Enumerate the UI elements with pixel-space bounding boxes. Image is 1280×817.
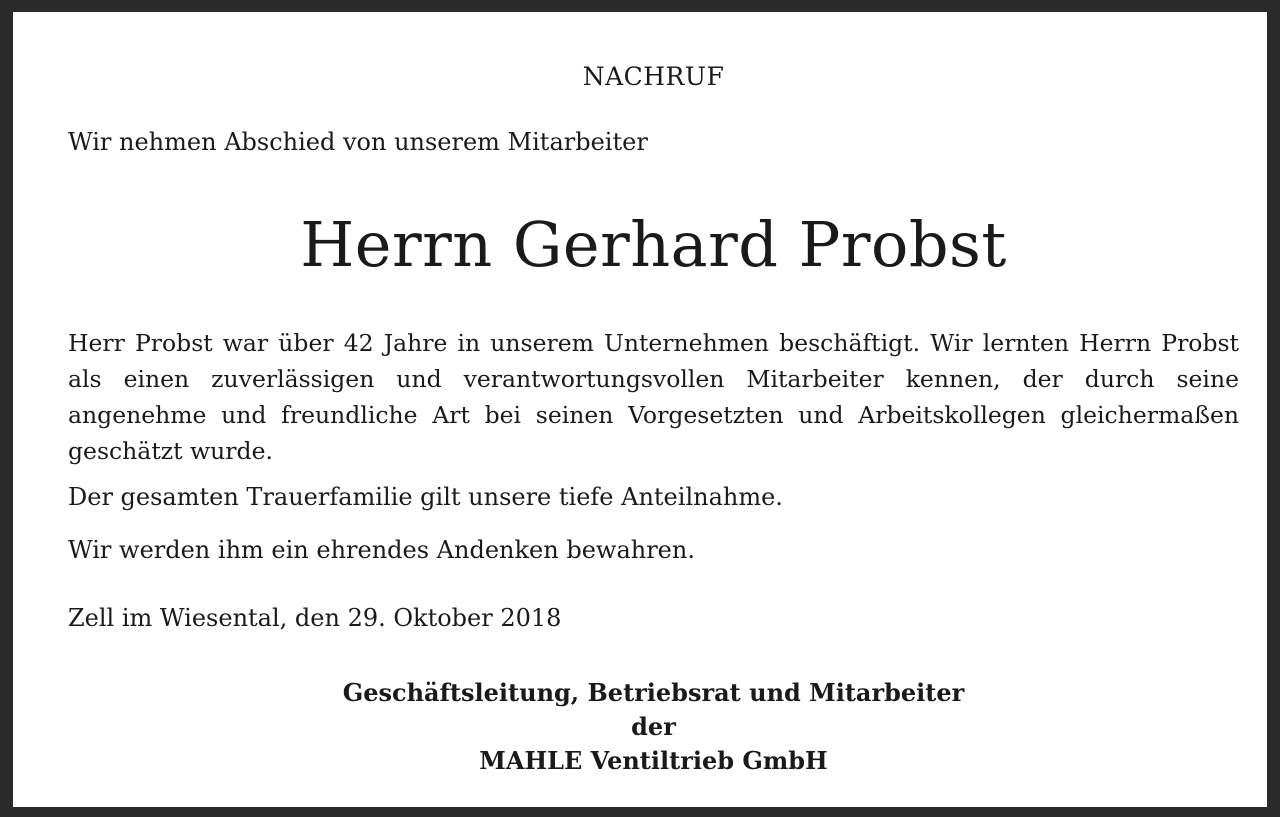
signature-line-1: Geschäftsleitung, Betriebsrat und Mitarbeiter [342, 678, 965, 707]
condolence-line: Der gesamten Trauerfamilie gilt unsere tiefe Anteilnahme. [68, 483, 783, 511]
signature-block [68, 676, 1239, 778]
signature-company: MAHLE Ventiltrieb GmbH [479, 746, 828, 775]
deceased-name: Herrn Gerhard Probst [300, 208, 1007, 281]
signature-line-2: der [631, 712, 676, 741]
intro-line: Wir nehmen Abschied von unserem Mitarbeiter [68, 128, 648, 156]
remembrance-line: Wir werden ihm ein ehrendes Andenken bewahren. [68, 536, 695, 564]
body-paragraph: Herr Probst war über 42 Jahre in unserem Unternehmen beschäftigt. Wir lernten Herrn Probst als einen zuverlässigen und verantwortungsvollen Mitarbeiter kennen, der durch seine angenehme und freundliche Art bei seinen Vorgesetzten und Arbeitskollegen gleichermaßen geschätzt wurde. [68, 329, 1239, 465]
notice-heading: NACHRUF [582, 62, 725, 91]
place-date-line: Zell im Wiesental, den 29. Oktober 2018 [68, 604, 562, 632]
